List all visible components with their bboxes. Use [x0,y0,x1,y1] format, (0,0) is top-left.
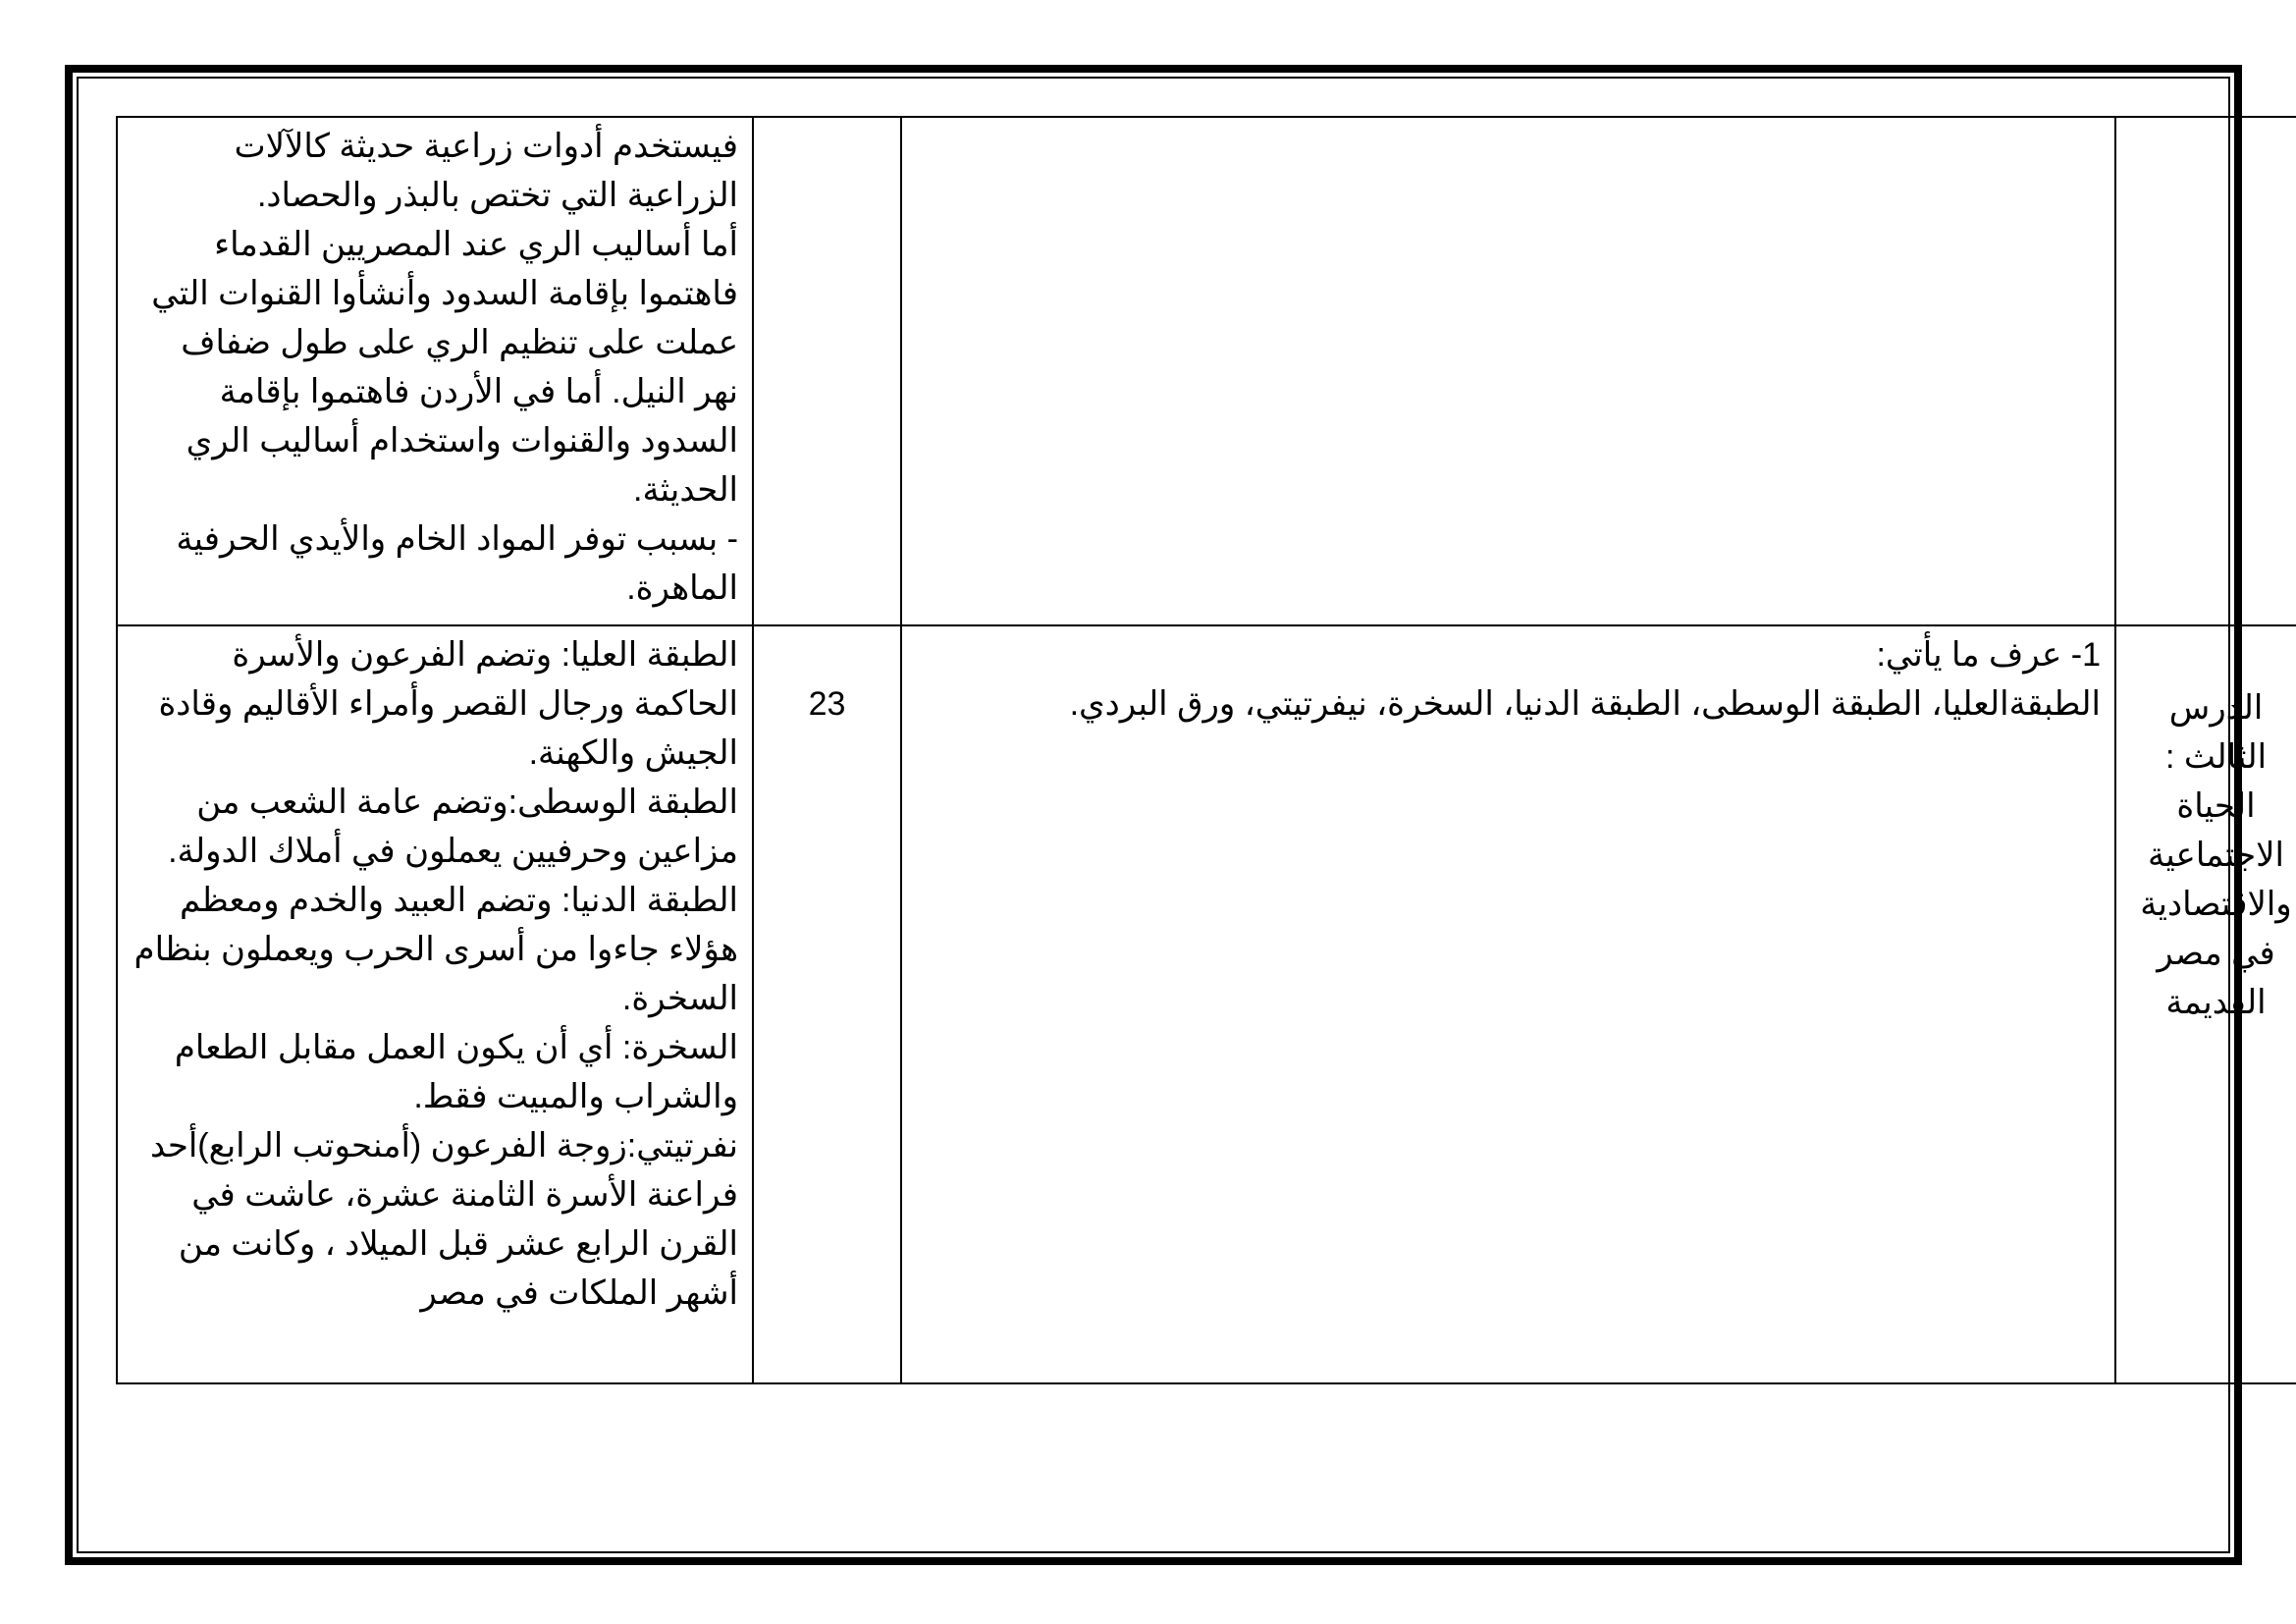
lesson-title [2130,171,2296,175]
number-cell [753,625,901,1383]
lesson-title: الدرس الثالث : الحياة الاجتماعية والاقتصادية في مصر القديمة [2140,689,2292,1021]
lesson-cell [2115,625,2296,1383]
objective-cell [901,117,2115,625]
answer-cell: فيستخدم أدوات زراعية حديثة كالآلات الزراعية التي تختص بالبذر والحصاد. أما أساليب الري عند المصريين القدماء فاهتموا بإقامة السدود وأنشأوا القنوات التي عملت على تنظيم الري على طول ضفاف نهر النيل. أما في الأردن فاهتموا بإقامة السدود والقنوات واستخدام أساليب الري الحديثة. - بسبب توفر المواد الخام والأيدي الحرفية الماهرة. [117,117,753,625]
page-number: 23 [808,685,846,723]
table-row [117,117,2296,625]
answer-cell: الطبقة العليا: وتضم الفرعون والأسرة الحاكمة ورجال القصر وأمراء الأقاليم وقادة الجيش والكهنة. الطبقة الوسطى:وتضم عامة الشعب من مزاعين وحرفيين يعملون في أملاك الدولة. الطبقة الدنيا: وتضم العبيد والخدم ومعظم هؤلاء جاءوا من أسرى الحرب ويعملون بنظام السخرة. السخرة: أي أن يكون العمل مقابل الطعام والشراب والمبيت فقط. نفرتيتي:زوجة الفرعون (أمنحوتب الرابع)أحد فراعنة الأسرة الثامنة عشرة، عاشت في القرن الرابع عشر قبل الميلاد ، وكانت من أشهر الملكات في مصر [117,625,753,1383]
objective-cell: 1- عرف ما يأتي: الطبقةالعليا، الطبقة الوسطى، الطبقة الدنيا، السخرة، نيفرتيتي، ورق البردي. [901,625,2115,1383]
number-cell [753,117,901,625]
table-row [117,625,2296,1383]
lesson-cell [2115,117,2296,625]
lesson-table [116,116,2296,1384]
